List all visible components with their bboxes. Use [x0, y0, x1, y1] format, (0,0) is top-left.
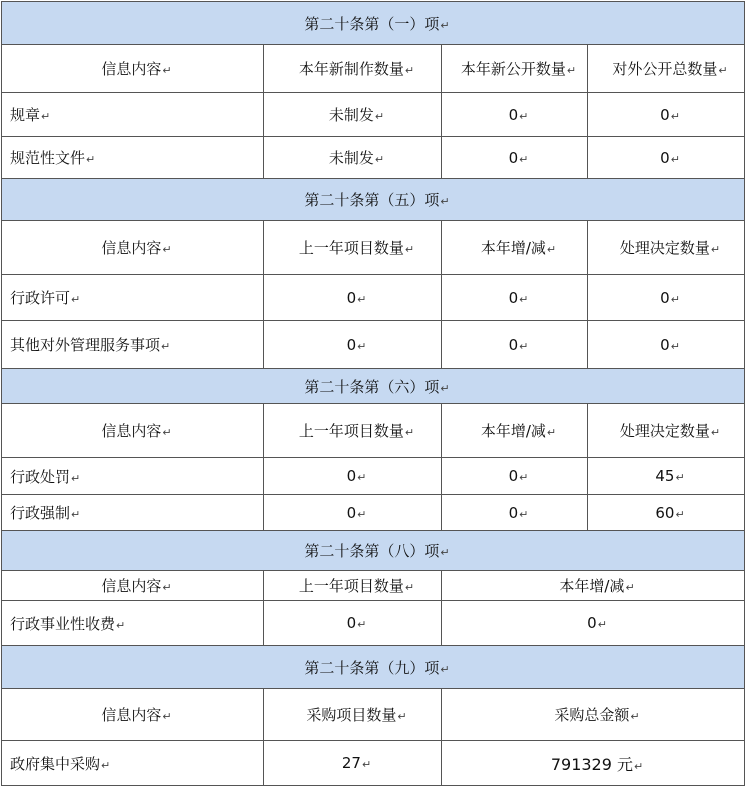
- header-cell: 上一年项目数量↵: [264, 571, 442, 601]
- header-cell: 本年新制作数量↵: [264, 45, 442, 93]
- table-row: [2, 137, 745, 179]
- section-title: 第二十条第（五）项↵: [2, 179, 745, 221]
- table-row: [2, 741, 745, 786]
- table-cell: 未制发↵: [264, 93, 442, 137]
- row-label: 规章↵: [2, 93, 264, 137]
- table-cell: 0↵: [264, 601, 442, 646]
- header-cell: 本年新公开数量↵: [442, 45, 588, 93]
- header-cell: 采购总金额↵: [442, 689, 745, 741]
- table-cell: 0↵: [264, 321, 442, 369]
- row-label: 规范性文件↵: [2, 137, 264, 179]
- header-cell: 采购项目数量↵: [264, 689, 442, 741]
- table-cell: 0↵: [588, 137, 745, 179]
- table-cell: 未制发↵: [264, 137, 442, 179]
- section-title: 第二十条第（八）项↵: [2, 531, 745, 571]
- disclosure-table: [1, 1, 745, 786]
- header-cell: 上一年项目数量↵: [264, 404, 442, 458]
- table-row: [2, 458, 745, 495]
- row-label: 其他对外管理服务事项↵: [2, 321, 264, 369]
- header-cell: 本年增/减↵: [442, 221, 588, 275]
- header-cell: 上一年项目数量↵: [264, 221, 442, 275]
- row-label: 行政许可↵: [2, 275, 264, 321]
- header-cell: 本年增/减↵: [442, 571, 745, 601]
- table-cell: 0↵: [264, 495, 442, 531]
- section-title: 第二十条第（一）项↵: [2, 2, 745, 45]
- header-cell: 本年增/减↵: [442, 404, 588, 458]
- section-title: 第二十条第（六）项↵: [2, 369, 745, 404]
- header-cell: 处理决定数量↵: [588, 221, 745, 275]
- table-cell: 0↵: [264, 275, 442, 321]
- table-cell: 0↵: [442, 458, 588, 495]
- table-cell: 60↵: [588, 495, 745, 531]
- header-cell: 信息内容↵: [2, 689, 264, 741]
- header-cell: 信息内容↵: [2, 45, 264, 93]
- table-cell: 0↵: [588, 275, 745, 321]
- table-row: [2, 321, 745, 369]
- table-cell: 0↵: [442, 275, 588, 321]
- table-row: [2, 601, 745, 646]
- table-cell: 0↵: [588, 93, 745, 137]
- table-row: [2, 275, 745, 321]
- row-label: 行政处罚↵: [2, 458, 264, 495]
- table-cell: 0↵: [264, 458, 442, 495]
- header-cell: 信息内容↵: [2, 221, 264, 275]
- row-label: 行政事业性收费↵: [2, 601, 264, 646]
- table-cell: 0↵: [442, 137, 588, 179]
- header-cell: 对外公开总数量↵: [588, 45, 745, 93]
- table-row: [2, 495, 745, 531]
- table-row: [2, 93, 745, 137]
- row-label: 行政强制↵: [2, 495, 264, 531]
- header-cell: 信息内容↵: [2, 404, 264, 458]
- table-cell: 45↵: [588, 458, 745, 495]
- table-cell: 0↵: [588, 321, 745, 369]
- table-cell: 0↵: [442, 495, 588, 531]
- header-cell: 信息内容↵: [2, 571, 264, 601]
- table-cell: 27↵: [264, 741, 442, 786]
- table-cell: 0↵: [442, 601, 745, 646]
- table-cell: 0↵: [442, 93, 588, 137]
- table-cell: 791329 元↵: [442, 741, 745, 786]
- section-title: 第二十条第（九）项↵: [2, 646, 745, 689]
- header-cell: 处理决定数量↵: [588, 404, 745, 458]
- row-label: 政府集中采购↵: [2, 741, 264, 786]
- table-cell: 0↵: [442, 321, 588, 369]
